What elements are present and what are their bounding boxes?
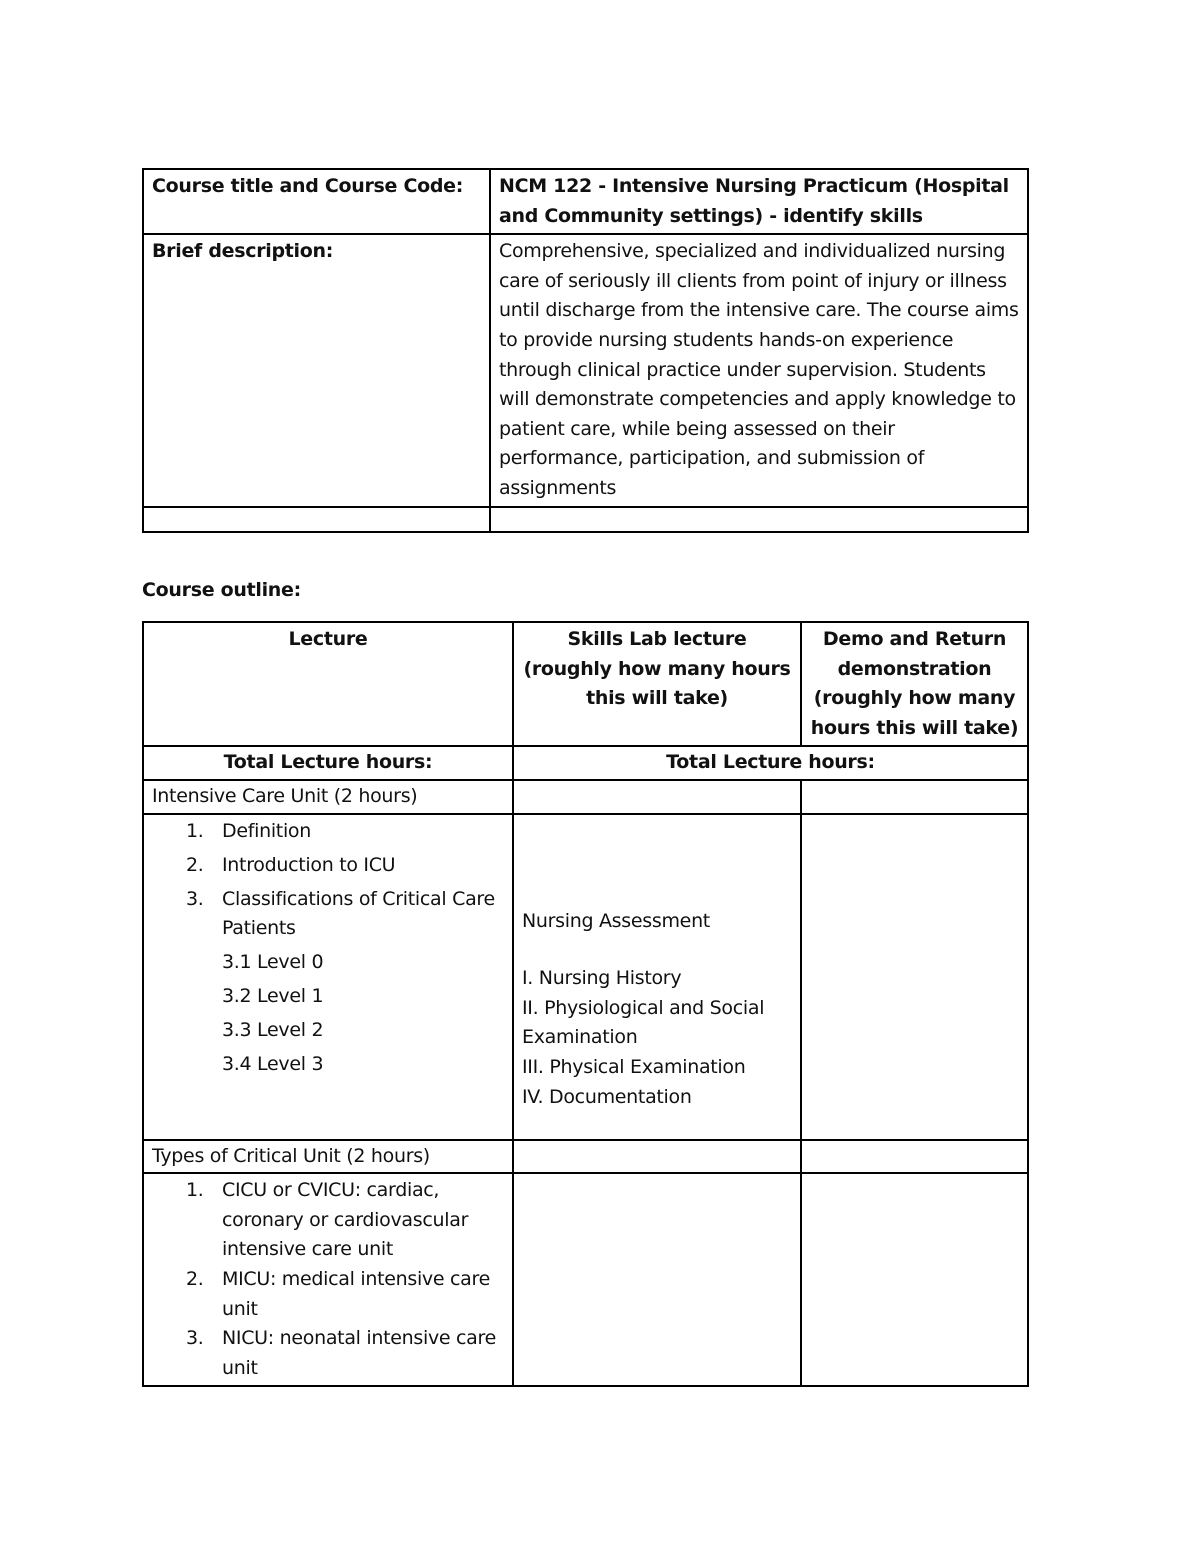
assessment-item: II. Physiological and Social Examination bbox=[522, 996, 765, 1049]
section2-body-row bbox=[143, 1173, 1028, 1386]
empty-cell-left bbox=[143, 507, 490, 532]
sublist-item: 3.2 Level 1 bbox=[222, 985, 324, 1008]
list-item: MICU: medical intensive care unit bbox=[222, 1267, 490, 1320]
lecture-total-hours: Total Lecture hours: bbox=[143, 746, 513, 780]
course-title-row bbox=[143, 169, 1028, 234]
nursing-assessment-cell bbox=[513, 814, 801, 1140]
icu-topic-list bbox=[152, 817, 504, 1080]
description-row bbox=[143, 234, 1028, 506]
list-item: NICU: neonatal intensive care unit bbox=[222, 1327, 497, 1379]
section-title-icu-skills-empty bbox=[513, 780, 801, 814]
nursing-assessment-block bbox=[522, 817, 792, 1113]
section-title-icu: Intensive Care Unit (2 hours) bbox=[143, 780, 513, 814]
list-item bbox=[222, 817, 504, 847]
section-body-row bbox=[143, 814, 1028, 1140]
sublist-item: 3.1 Level 0 bbox=[222, 951, 324, 974]
empty-cell-right bbox=[490, 507, 1028, 532]
demo-header: Demo and Return demonstration (roughly how many hours this will take) bbox=[801, 622, 1028, 746]
empty-row bbox=[143, 507, 1028, 532]
course-info-table bbox=[142, 168, 1029, 533]
lecture-header: Lecture bbox=[143, 622, 513, 746]
section-title-row bbox=[143, 780, 1028, 814]
section2-title-row bbox=[143, 1140, 1028, 1174]
list-item bbox=[222, 885, 504, 1080]
totals-row bbox=[143, 746, 1028, 780]
nursing-assessment-title: Nursing Assessment bbox=[522, 909, 710, 932]
section-title-types: Types of Critical Unit (2 hours) bbox=[143, 1140, 513, 1174]
outline-header-row bbox=[143, 622, 1028, 746]
assessment-item: III. Physical Examination bbox=[522, 1055, 746, 1078]
types-demo-empty-cell bbox=[801, 1173, 1028, 1386]
list-item-text: Introduction to ICU bbox=[222, 853, 396, 876]
types-skills-empty-cell bbox=[513, 1173, 801, 1386]
course-title-value: NCM 122 - Intensive Nursing Practicum (Hospital and Community settings) - identify skills bbox=[490, 169, 1028, 234]
description-label: Brief description: bbox=[143, 234, 490, 506]
list-item-text: Definition bbox=[222, 819, 312, 842]
list-item: CICU or CVICU: cardiac, coronary or cardiovascular intensive care unit bbox=[222, 1179, 469, 1261]
level-sublist bbox=[222, 948, 504, 1080]
sublist-item: 3.4 Level 3 bbox=[222, 1053, 324, 1076]
list-item bbox=[222, 851, 504, 881]
section-title-types-demo-empty bbox=[801, 1140, 1028, 1174]
assessment-item: IV. Documentation bbox=[522, 1085, 692, 1108]
course-title-label: Course title and Course Code: bbox=[143, 169, 490, 234]
skills-lab-header: Skills Lab lecture (roughly how many hours this will take) bbox=[513, 622, 801, 746]
types-topic-list bbox=[152, 1176, 504, 1383]
description-value: Comprehensive, specialized and individualized nursing care of seriously ill clients from point of injury or illness until discharge from the intensive care. The course aims to provide nursing students hands-on experience through clinical practice under supervision. Students will demonstrate competencies and apply knowledge to patient care, while being assessed on their performance, participation, and submission of assignments bbox=[490, 234, 1028, 506]
types-topics-cell bbox=[143, 1173, 513, 1386]
icu-demo-empty-cell bbox=[801, 814, 1028, 1140]
section-title-icu-demo-empty bbox=[801, 780, 1028, 814]
list-item-text: Classifications of Critical Care Patients bbox=[222, 887, 495, 940]
course-outline-heading: Course outline: bbox=[142, 579, 301, 601]
skills-total-hours: Total Lecture hours: bbox=[513, 746, 1028, 780]
section-title-types-skills-empty bbox=[513, 1140, 801, 1174]
assessment-item: I. Nursing History bbox=[522, 967, 682, 990]
icu-topics-cell bbox=[143, 814, 513, 1140]
course-outline-table bbox=[142, 621, 1029, 1387]
sublist-item: 3.3 Level 2 bbox=[222, 1019, 324, 1042]
